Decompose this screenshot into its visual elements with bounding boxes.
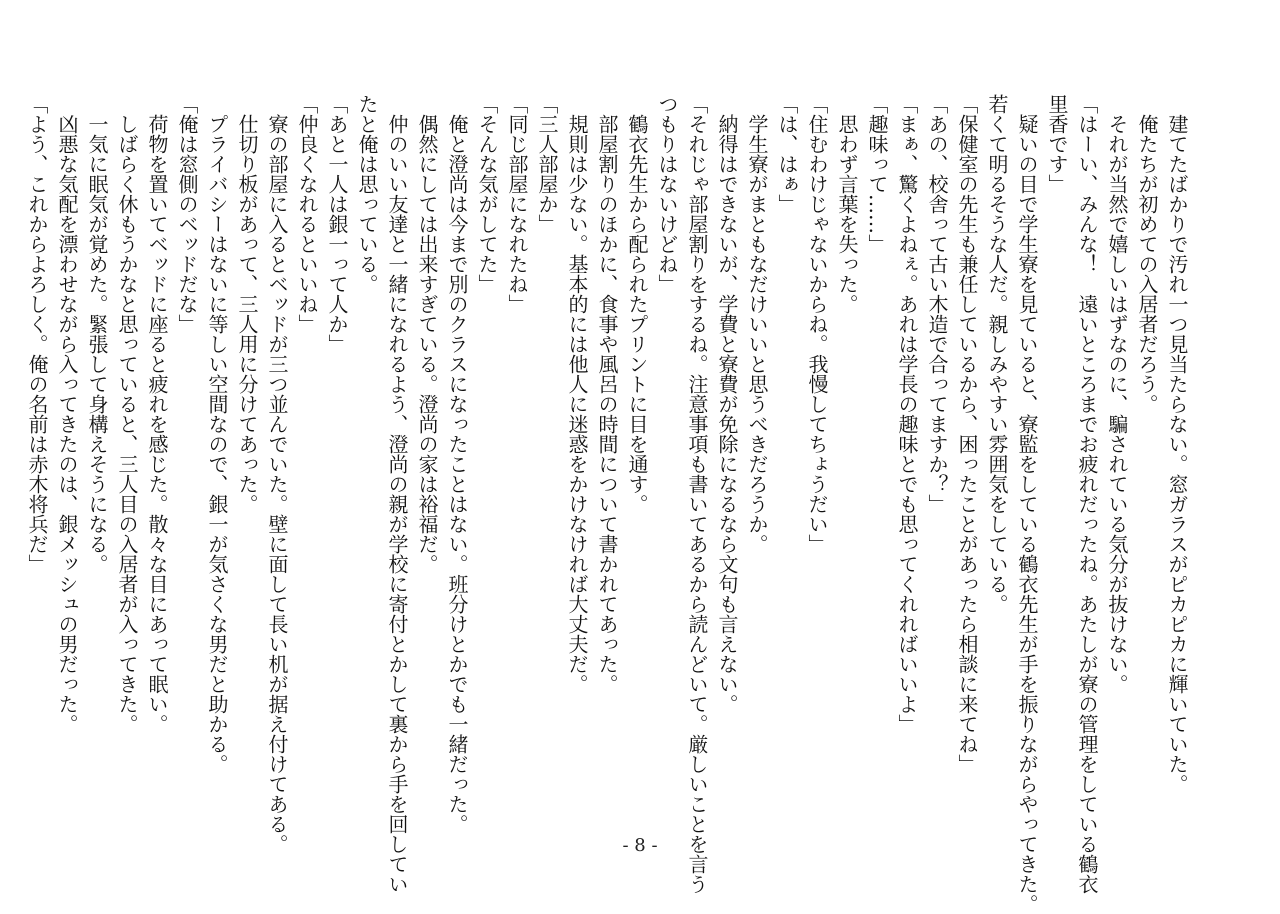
text-line: 凶悪な気配を漂わせながら入ってきたのは、銀メッシュの男だった。 (55, 94, 79, 734)
text-line: つもりはないけどね」 (655, 94, 679, 294)
text-line: 若くて明るそうな人だ。親しみやすい雰囲気をしている。 (985, 94, 1009, 614)
text-line: 規則は少ない。基本的には他人に迷惑をかけなければ大丈夫だ。 (565, 94, 589, 694)
text-line: 学生寮がまともなだけいいと思うべきだろうか。 (745, 94, 769, 554)
text-line: 「はーい、みんな！ 遠いところまでお疲れだったね。あたしが寮の管理をしている鶴衣 (1075, 94, 1099, 894)
text-line: 寮の部屋に入るとベッドが三つ並んでいた。壁に面して長い机が据え付けてある。 (265, 94, 289, 854)
text-line: 「仲良くなれるといいね」 (295, 94, 319, 334)
text-line: 「あと一人は銀一って人か」 (325, 94, 349, 354)
text-line: たと俺は思っている。 (355, 94, 379, 294)
text-line: 「保健室の先生も兼任しているから、困ったことがあったら相談に来てね」 (955, 94, 979, 774)
text-line: 俺と澄尚は今まで別のクラスになったことはない。班分けとかでも一緒だった。 (445, 94, 469, 834)
text-line: しばらく休もうかなと思っていると、三人目の入居者が入ってきた。 (115, 94, 139, 734)
text-line: それが当然で嬉しいはずなのに、騙されている気分が抜けない。 (1105, 94, 1129, 694)
text-line: 偶然にしては出来すぎている。澄尚の家は裕福だ。 (415, 94, 439, 574)
text-line: プライバシーはないに等しい空間なので、銀一が気さくな男だと助かる。 (205, 94, 229, 774)
text-line: 鶴衣先生から配られたプリントに目を通す。 (625, 94, 649, 514)
text-line: 一気に眠気が覚めた。緊張して身構えそうになる。 (85, 94, 109, 574)
text-line: 荷物を置いてベッドに座ると疲れを感じた。散々な目にあって眠い。 (145, 94, 169, 734)
text-line: 「同じ部屋になれたね」 (505, 94, 529, 314)
text-line: 「三人部屋か」 (535, 94, 559, 234)
text-line: 「は、はぁ」 (775, 94, 799, 214)
text-line: 「あの、校舎って古い木造で合ってますか？」 (925, 94, 949, 514)
text-line: 仕切り板があって、三人用に分けてあった。 (235, 94, 259, 514)
text-line: 思わず言葉を失った。 (835, 94, 859, 314)
text-line: 疑いの目で学生寮を見ていると、寮監をしている鶴衣先生が手を振りながらやってきた。 (1015, 94, 1039, 914)
text-line: 建てたばかりで汚れ一つ見当たらない。窓ガラスがピカピカに輝いていた。 (1165, 94, 1189, 794)
vertical-text-body (22, 94, 1192, 914)
text-line: 納得はできないが、学費と寮費が免除になるなら文句も言えない。 (715, 94, 739, 714)
text-line: 「よう、これからよろしく。俺の名前は赤木将兵だ」 (25, 94, 49, 574)
text-line: 「住むわけじゃないからね。我慢してちょうだい」 (805, 94, 829, 554)
text-line: 「まぁ、驚くよねぇ。あれは学長の趣味とでも思ってくれればいいよ」 (895, 94, 919, 734)
text-line: 部屋割りのほかに、食事や風呂の時間について書かれてあった。 (595, 94, 619, 694)
page-number: - 8 - (622, 835, 658, 856)
text-line: 「俺は窓側のベッドだな」 (175, 94, 199, 334)
text-line: 俺たちが初めての入居者だろう。 (1135, 94, 1159, 414)
text-line: 仲のいい友達と一緒になれるよう、澄尚の親が学校に寄付とかして裏から手を回してい (385, 94, 409, 894)
text-line: 「趣味って……」 (865, 94, 889, 254)
text-line: 「そんな気がしてた」 (475, 94, 499, 294)
text-line: 里香です」 (1045, 94, 1069, 194)
text-line: 「それじゃ部屋割りをするね。注意事項も書いてあるから読んどいて。厳しいことを言う (685, 94, 709, 894)
